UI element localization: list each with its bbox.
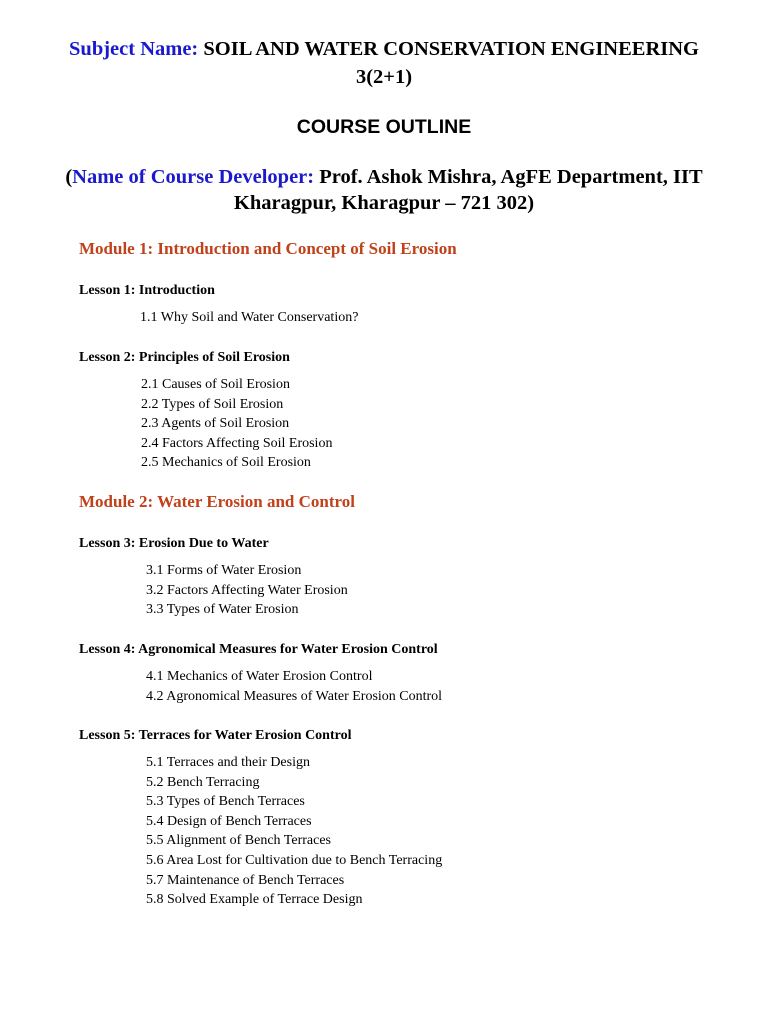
lesson-title: Lesson 2: Principles of Soil Erosion — [79, 350, 290, 365]
topic-item: 5.3 Types of Bench Terraces — [146, 794, 305, 810]
topic-item: 5.1 Terraces and their Design — [146, 755, 310, 770]
lesson-title: Lesson 3: Erosion Due to Water — [79, 536, 269, 551]
topic-list — [146, 561, 348, 620]
topic-item: 2.5 Mechanics of Soil Erosion — [141, 455, 311, 471]
topic-item: 3.2 Factors Affecting Water Erosion — [146, 582, 348, 598]
subject-name-label: Subject Name: — [69, 38, 199, 60]
topic-item: 2.4 Factors Affecting Soil Erosion — [141, 435, 333, 451]
subject-credits: 3(2+1) — [355, 66, 413, 88]
lesson-title: Lesson 4: Agronomical Measures for Water Erosion Control — [79, 642, 438, 657]
course-outline-title: COURSE OUTLINE — [296, 116, 472, 138]
topic-item: 5.8 Solved Example of Terrace Design — [146, 892, 363, 908]
course-developer-line-1 — [0, 164, 768, 190]
topic-list — [141, 375, 332, 473]
lesson-title: Lesson 1: Introduction — [79, 283, 215, 298]
course-developer-label: Name of Course Developer: — [72, 166, 315, 188]
topic-item: 5.7 Maintenance of Bench Terraces — [146, 872, 345, 888]
course-developer-line-2: Kharagpur, Kharagpur – 721 302) — [233, 192, 535, 214]
module-title: Module 1: Introduction and Concept of Soil Erosion — [79, 239, 457, 258]
course-developer-value-1: Prof. Ashok Mishra, AgFE Department, IIT — [319, 166, 703, 188]
topic-list — [146, 667, 442, 706]
topic-item: 4.1 Mechanics of Water Erosion Control — [146, 669, 373, 684]
topic-item: 5.2 Bench Terracing — [146, 774, 260, 790]
lesson-title: Lesson 5: Terraces for Water Erosion Control — [79, 728, 352, 743]
topic-item: 3.3 Types of Water Erosion — [146, 602, 299, 618]
topic-item: 3.1 Forms of Water Erosion — [146, 563, 302, 578]
topic-list — [140, 308, 358, 328]
topic-list — [146, 753, 442, 910]
module-title: Module 2: Water Erosion and Control — [79, 492, 355, 511]
topic-item: 4.2 Agronomical Measures of Water Erosion Control — [146, 688, 443, 704]
subject-name-value: SOIL AND WATER CONSERVATION ENGINEERING — [203, 38, 699, 60]
topic-item: 5.5 Alignment of Bench Terraces — [146, 833, 331, 849]
subject-name-line — [0, 36, 768, 62]
topic-item: 2.2 Types of Soil Erosion — [141, 396, 284, 412]
topic-item: 2.1 Causes of Soil Erosion — [141, 377, 290, 392]
topic-item: 1.1 Why Soil and Water Conservation? — [140, 310, 359, 325]
topic-item: 2.3 Agents of Soil Erosion — [141, 416, 290, 432]
topic-item: 5.6 Area Lost for Cultivation due to Bench Terracing — [146, 852, 443, 868]
course-developer-open-paren: ( — [65, 166, 73, 188]
topic-item: 5.4 Design of Bench Terraces — [146, 813, 312, 829]
